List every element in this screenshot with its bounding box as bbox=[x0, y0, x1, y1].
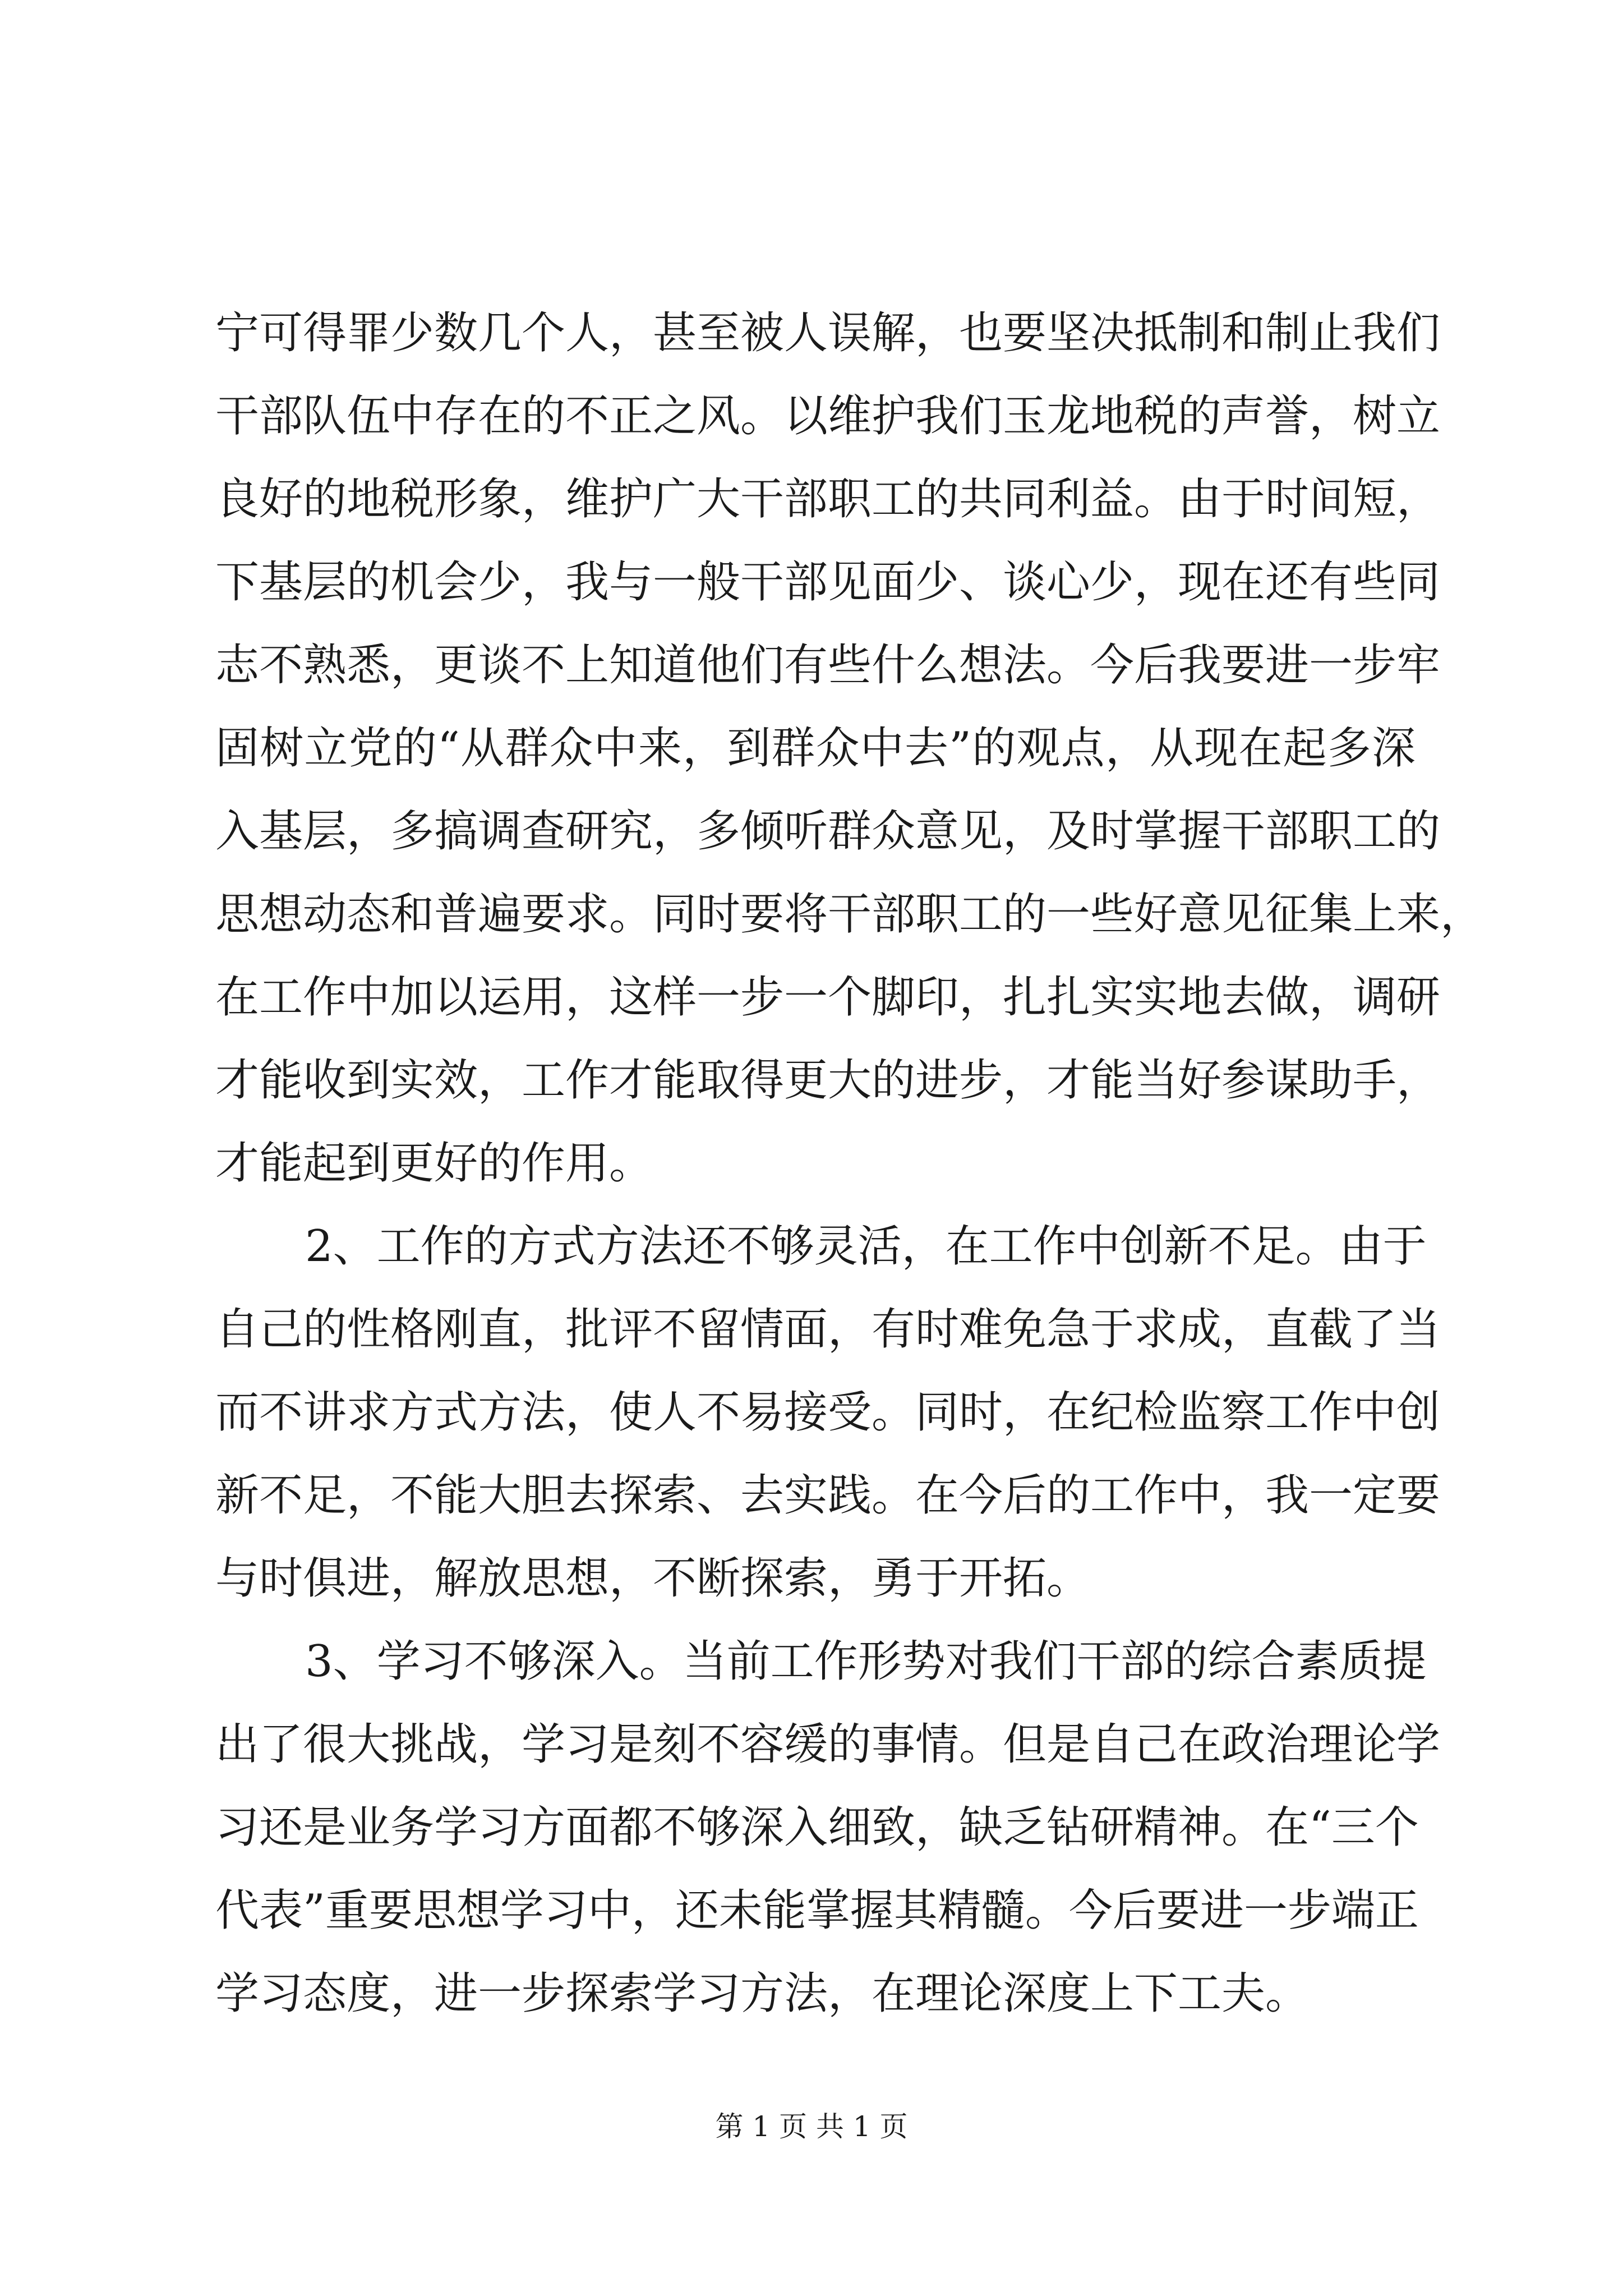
text-line: 才能收到实效，工作才能取得更大的进步，才能当好参谋助手， bbox=[215, 1055, 1441, 1106]
text-line: 宁可得罪少数几个人，甚至被人误解，也要坚决抵制和制止我们 bbox=[215, 308, 1441, 358]
text-line: 与时俱进，解放思想，不断探索，勇于开拓。 bbox=[215, 1553, 1091, 1604]
text-line: 习还是业务学习方面都不够深入细致，缺乏钻研精神。在“三个 bbox=[215, 1802, 1419, 1853]
paragraph bbox=[215, 1205, 1441, 1620]
text-line: 才能起到更好的作用。 bbox=[215, 1138, 653, 1189]
document-body bbox=[215, 292, 1484, 2035]
text-line: 在工作中加以运用，这样一步一个脚印，扎扎实实地去做，调研 bbox=[215, 972, 1441, 1023]
text-line: 固树立党的“从群众中来，到群众中去”的观点，从现在起多深 bbox=[215, 723, 1415, 774]
text-line: 良好的地税形象，维护广大干部职工的共同利益。由于时间短， bbox=[215, 474, 1441, 524]
text-line: 2、工作的方式方法还不够灵活，在工作中创新不足。由于 bbox=[305, 1221, 1427, 1272]
text-line: 自己的性格刚直，批评不留情面，有时难免急于求成，直截了当 bbox=[215, 1304, 1441, 1355]
text-line: 思想动态和普遍要求。同时要将干部职工的一些好意见征集上来， bbox=[215, 889, 1484, 940]
text-line: 出了很大挑战，学习是刻不容缓的事情。但是自己在政治理论学 bbox=[215, 1719, 1441, 1770]
text-line: 代表”重要思想学习中，还未能掌握其精髓。今后要进一步端正 bbox=[215, 1885, 1419, 1936]
paragraph bbox=[215, 1620, 1441, 2035]
text-line: 新不足，不能大胆去探索、去实践。在今后的工作中，我一定要 bbox=[215, 1470, 1441, 1521]
text-line: 学习态度，进一步探索学习方法，在理论深度上下工夫。 bbox=[215, 1968, 1310, 2019]
text-line: 而不讲求方式方法，使人不易接受。同时，在纪检监察工作中创 bbox=[215, 1387, 1441, 1438]
page-number: 第 1 页 共 1 页 bbox=[715, 2110, 908, 2143]
paragraph bbox=[215, 292, 1484, 1205]
text-line: 志不熟悉，更谈不上知道他们有些什么想法。今后我要进一步牢 bbox=[215, 640, 1441, 691]
text-line: 干部队伍中存在的不正之风。以维护我们玉龙地税的声誉，树立 bbox=[215, 391, 1441, 441]
text-line: 入基层，多搞调查研究，多倾听群众意见，及时掌握干部职工的 bbox=[215, 806, 1441, 857]
text-line: 下基层的机会少，我与一般干部见面少、谈心少，现在还有些同 bbox=[215, 557, 1441, 608]
text-line: 3、学习不够深入。当前工作形势对我们干部的综合素质提 bbox=[305, 1636, 1427, 1687]
page-footer bbox=[0, 2107, 1623, 2146]
